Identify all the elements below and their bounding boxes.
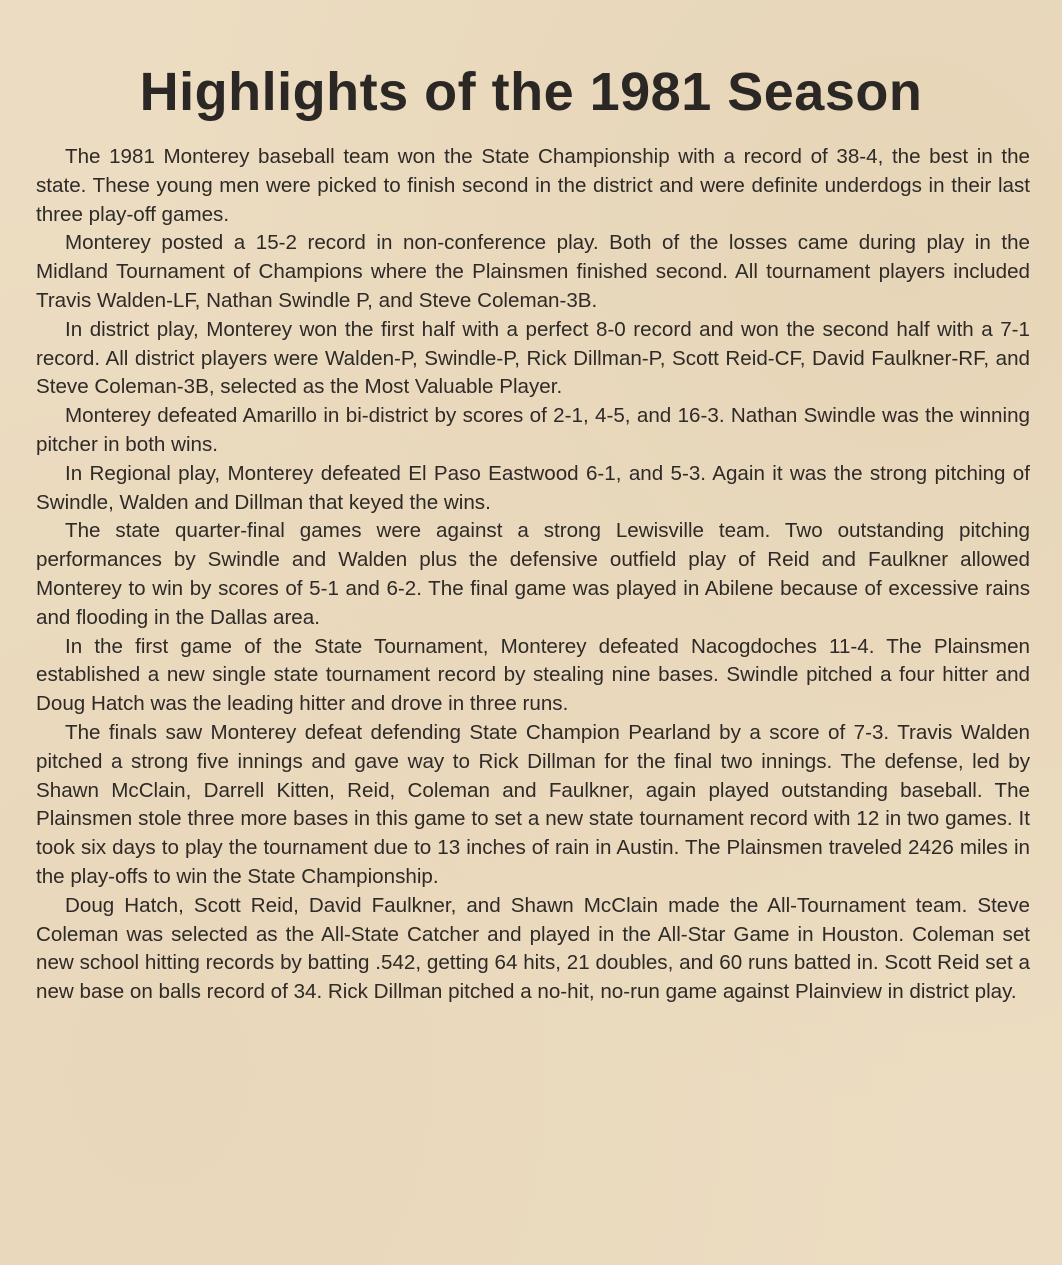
article-body xyxy=(36,143,1030,1007)
paragraph-district: In district play, Monterey won the first half with a perfect 8-0 record and won the second half with a 7-1 record. All district players were Walden-P, Swindle-P, Rick Dillman-P, Scott Reid-CF, David Faulkner-RF, and Steve Coleman-3B, selected as the Most Valuable Player. xyxy=(36,317,1030,399)
paragraph-non-conference: Monterey posted a 15-2 record in non-conference play. Both of the losses came during play in the Midland Tournament of Champions where the Plainsmen finished second. All tournament players included Travis Walden-LF, Nathan Swindle P, and Steve Coleman-3B. xyxy=(36,231,1030,312)
paragraph-honors: Doug Hatch, Scott Reid, David Faulkner, and Shawn McClain made the All-Tournament team. Steve Coleman was selected as the All-State Catcher and played in the All-Star Game in Houston. Coleman set new school hitting records by batting .542, getting 64 hits, 21 doubles, and 60 runs batted in. Scott Reid set a new base on balls record of 34. Rick Dillman pitched a no-hit, no-run game against Plainview in district play. xyxy=(36,893,1030,1004)
paragraph-record: The 1981 Monterey baseball team won the State Championship with a record of 38-4, the best in the state. These young men were picked to finish second in the district and were definite underdogs in their last three play-off games. xyxy=(36,145,1030,226)
page-title: Highlights of the 1981 Season xyxy=(139,62,923,122)
paragraph-regional: In Regional play, Monterey defeated El Paso Eastwood 6-1, and 5-3. Again it was the strong pitching of Swindle, Walden and Dillman that keyed the wins. xyxy=(36,461,1030,514)
paragraph-quarter-final: The state quarter-final games were against a strong Lewisville team. Two outstanding pitching performances by Swindle and Walden plus the defensive outfield play of Reid and Faulkner allowed Monterey to win by scores of 5-1 and 6-2. The final game was played in Abilene because of excessive rains and flooding in the Dallas area. xyxy=(36,519,1030,629)
paragraph-state-first-game: In the first game of the State Tournament, Monterey defeated Nacogdoches 11-4. The Plainsmen established a new single state tournament record by stealing nine bases. Swindle pitched a four hitter and Doug Hatch was the leading hitter and drove in three runs. xyxy=(36,634,1030,716)
paragraph-finals: The finals saw Monterey defeat defending State Champion Pearland by a score of 7-3. Travis Walden pitched a strong five innings and gave way to Rick Dillman for the final two innings. The defense, led by Shawn McClain, Darrell Kitten, Reid, Coleman and Faulkner, again played outstanding baseball. The Plainsmen stole three more bases in this game to set a new state tournament record with 12 in two games. It took six days to play the tournament due to 13 inches of rain in Austin. The Plainsmen traveled 2426 miles in the play-offs to win the State Championship. xyxy=(36,720,1030,888)
paragraph-bi-district: Monterey defeated Amarillo in bi-district by scores of 2-1, 4-5, and 16-3. Nathan Swindle was the winning pitcher in both wins. xyxy=(36,404,1030,456)
